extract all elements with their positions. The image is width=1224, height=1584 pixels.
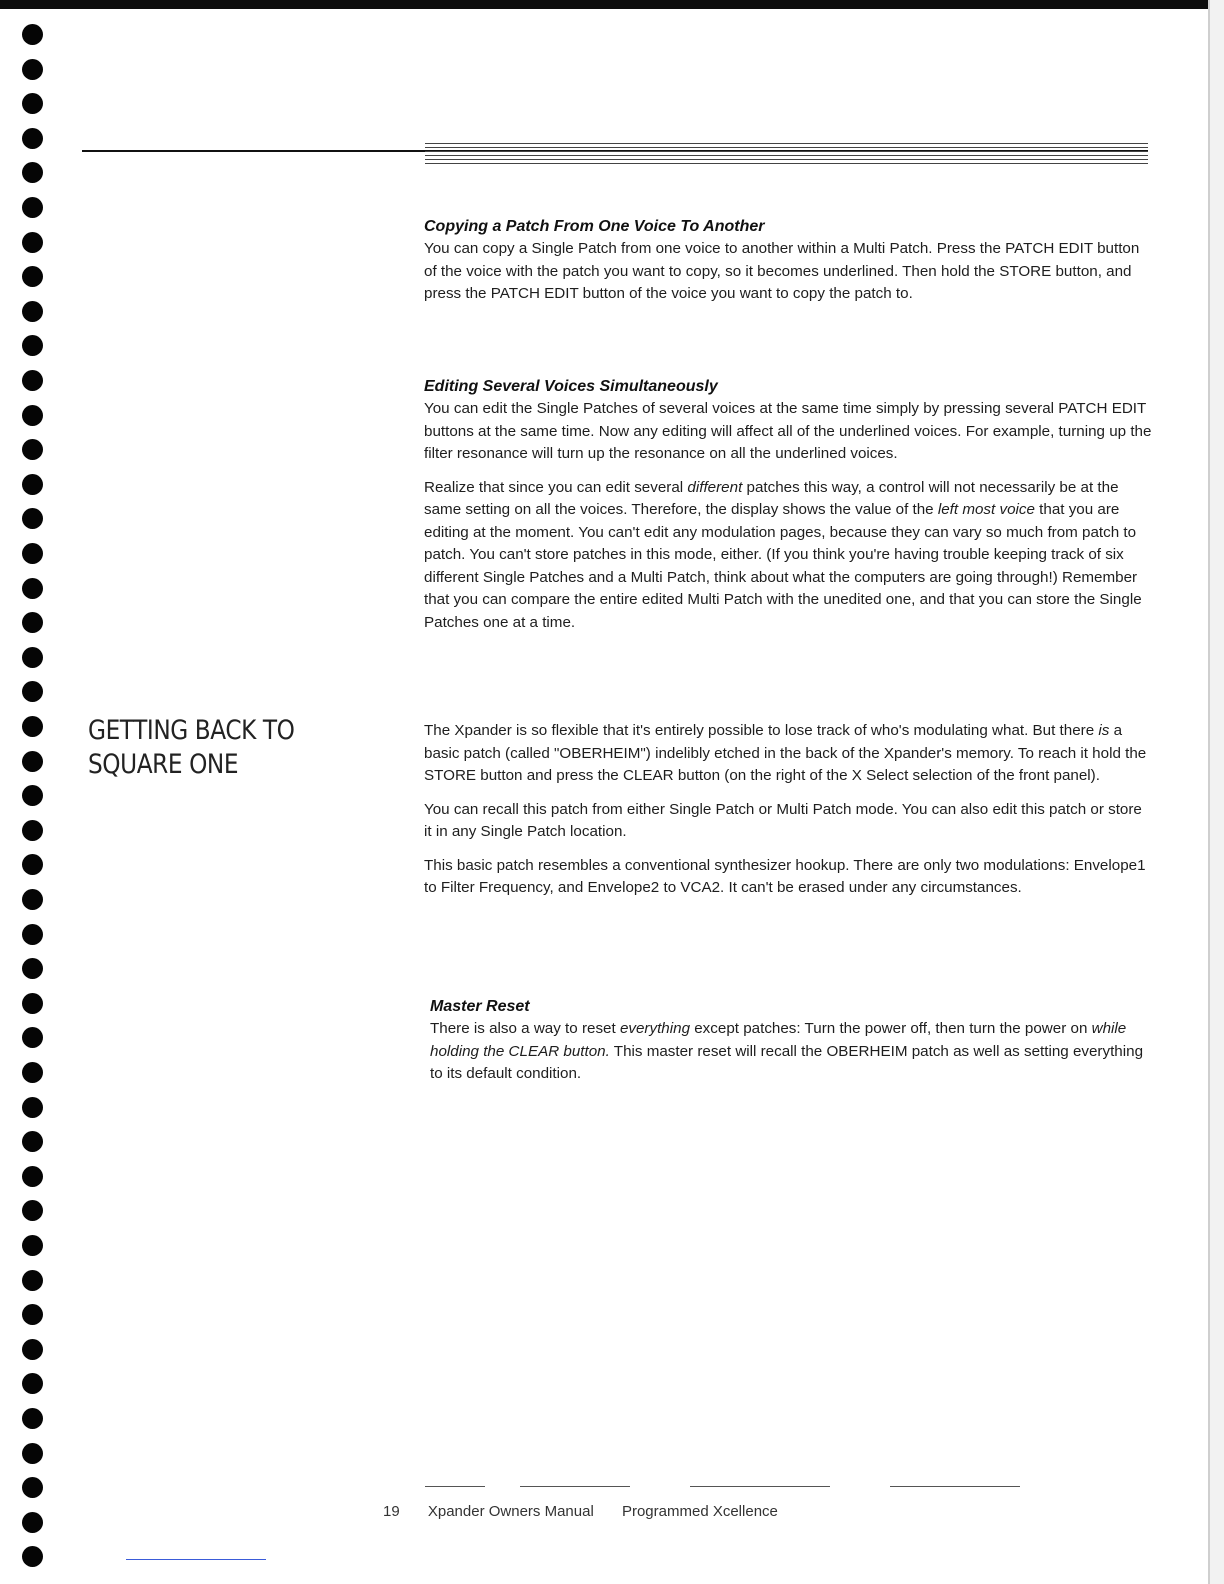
- editing-paragraph-1: You can edit the Single Patches of several voices at the same time simply by pressing several PATCH EDIT buttons at the same time. Now any editing will affect all of the underlined voices. For example, turning up the filter resonance will turn up the resonance on all the underlined voices.: [424, 400, 1152, 462]
- footer-rules: [425, 1486, 1025, 1488]
- footer-tagline: Programmed Xcellence: [621, 1503, 778, 1520]
- binding-hole: [22, 1235, 43, 1256]
- binding-hole: [22, 1304, 43, 1325]
- binding-hole: [22, 1097, 43, 1118]
- binding-hole: [22, 1027, 43, 1048]
- copying-section: [424, 216, 1152, 317]
- page-footer: [383, 1503, 802, 1520]
- section-heading-line-1: GETTING BACK TO: [88, 715, 295, 746]
- binding-hole: [22, 785, 43, 806]
- binding-hole: [22, 405, 43, 426]
- binding-hole: [22, 1200, 43, 1221]
- binding-hole: [22, 93, 43, 114]
- binding-hole: [22, 474, 43, 495]
- binding-hole: [22, 889, 43, 910]
- binding-hole: [22, 335, 43, 356]
- editing-section: [424, 376, 1152, 645]
- binding-hole: [22, 924, 43, 945]
- editing-paragraph-2: Realize that since you can edit several different patches this way, a control will not necessarily be at the same setting on all the voices. Therefore, the display shows the value of the left most voice that you are editing at the moment. You can't edit any modulation pages, because they can vary so much from patch to patch. You can't store patches in this mode, either. (If you think you're having trouble keeping track of six different Single Patches and a Multi Patch, think about what the computers are going through!) Remember that you can compare the entire edited Multi Patch with the unedited one, and that you can store the Single Patches one at a time.: [424, 478, 1142, 631]
- page-number: 19: [383, 1503, 400, 1520]
- binding-hole: [22, 1270, 43, 1291]
- binding-hole: [22, 24, 43, 45]
- binding-hole: [22, 128, 43, 149]
- top-scan-border: [0, 0, 1224, 9]
- section-heading-line-2: SQUARE ONE: [88, 749, 239, 780]
- binding-hole: [22, 578, 43, 599]
- header-rule-group: [425, 143, 1148, 167]
- binding-hole: [22, 162, 43, 183]
- binding-holes: [22, 24, 52, 1564]
- binding-hole: [22, 612, 43, 633]
- binding-hole: [22, 1512, 43, 1533]
- binding-hole: [22, 232, 43, 253]
- binding-hole: [22, 543, 43, 564]
- binding-hole: [22, 681, 43, 702]
- master-reset-title: Master Reset: [430, 998, 530, 1015]
- binding-hole: [22, 716, 43, 737]
- binding-hole: [22, 993, 43, 1014]
- master-reset-section: [430, 996, 1158, 1097]
- binding-hole: [22, 1477, 43, 1498]
- binding-hole: [22, 1443, 43, 1464]
- square-one-section: [424, 720, 1152, 911]
- scan-mark-line: [126, 1559, 266, 1560]
- copying-title: Copying a Patch From One Voice To Another: [424, 218, 765, 235]
- binding-hole: [22, 647, 43, 668]
- binding-hole: [22, 266, 43, 287]
- section-heading: [88, 714, 346, 782]
- editing-title: Editing Several Voices Simultaneously: [424, 378, 718, 395]
- binding-hole: [22, 820, 43, 841]
- binding-hole: [22, 1339, 43, 1360]
- manual-title: Xpander Owners Manual: [427, 1503, 594, 1520]
- binding-hole: [22, 958, 43, 979]
- copying-body: You can copy a Single Patch from one voice to another within a Multi Patch. Press the PATCH EDIT button of the voice with the patch you want to copy, so it becomes underlined. Then hold the STORE button, and press the PATCH EDIT button of the voice you want to copy the patch to.: [424, 240, 1140, 302]
- binding-hole: [22, 1062, 43, 1083]
- binding-hole: [22, 370, 43, 391]
- binding-hole: [22, 301, 43, 322]
- master-reset-body: There is also a way to reset everything except patches: Turn the power off, then turn the power on while holding the CLEAR button. This master reset will recall the OBERHEIM patch as well as setting everything to its default condition.: [430, 1020, 1144, 1082]
- right-scan-border: [1208, 0, 1224, 1584]
- binding-hole: [22, 1166, 43, 1187]
- binding-hole: [22, 751, 43, 772]
- binding-hole: [22, 508, 43, 529]
- binding-hole: [22, 439, 43, 460]
- binding-hole: [22, 59, 43, 80]
- binding-hole: [22, 197, 43, 218]
- square-one-paragraph-2: You can recall this patch from either Single Patch or Multi Patch mode. You can also edit this patch or store it in any Single Patch location.: [424, 800, 1142, 840]
- binding-hole: [22, 1131, 43, 1152]
- square-one-paragraph-3: This basic patch resembles a conventional synthesizer hookup. There are only two modulations: Envelope1 to Filter Frequency, and Envelope2 to VCA2. It can't be erased under any circumstances.: [424, 856, 1146, 896]
- binding-hole: [22, 1408, 43, 1429]
- binding-hole: [22, 1373, 43, 1394]
- square-one-paragraph-1: The Xpander is so flexible that it's entirely possible to lose track of who's modulating what. But there is a basic patch (called "OBERHEIM") indelibly etched in the back of the Xpander's memory. To reach it hold the STORE button and press the CLEAR button (on the right of the X Select selection of the front panel).: [424, 722, 1147, 784]
- binding-hole: [22, 1546, 43, 1567]
- binding-hole: [22, 854, 43, 875]
